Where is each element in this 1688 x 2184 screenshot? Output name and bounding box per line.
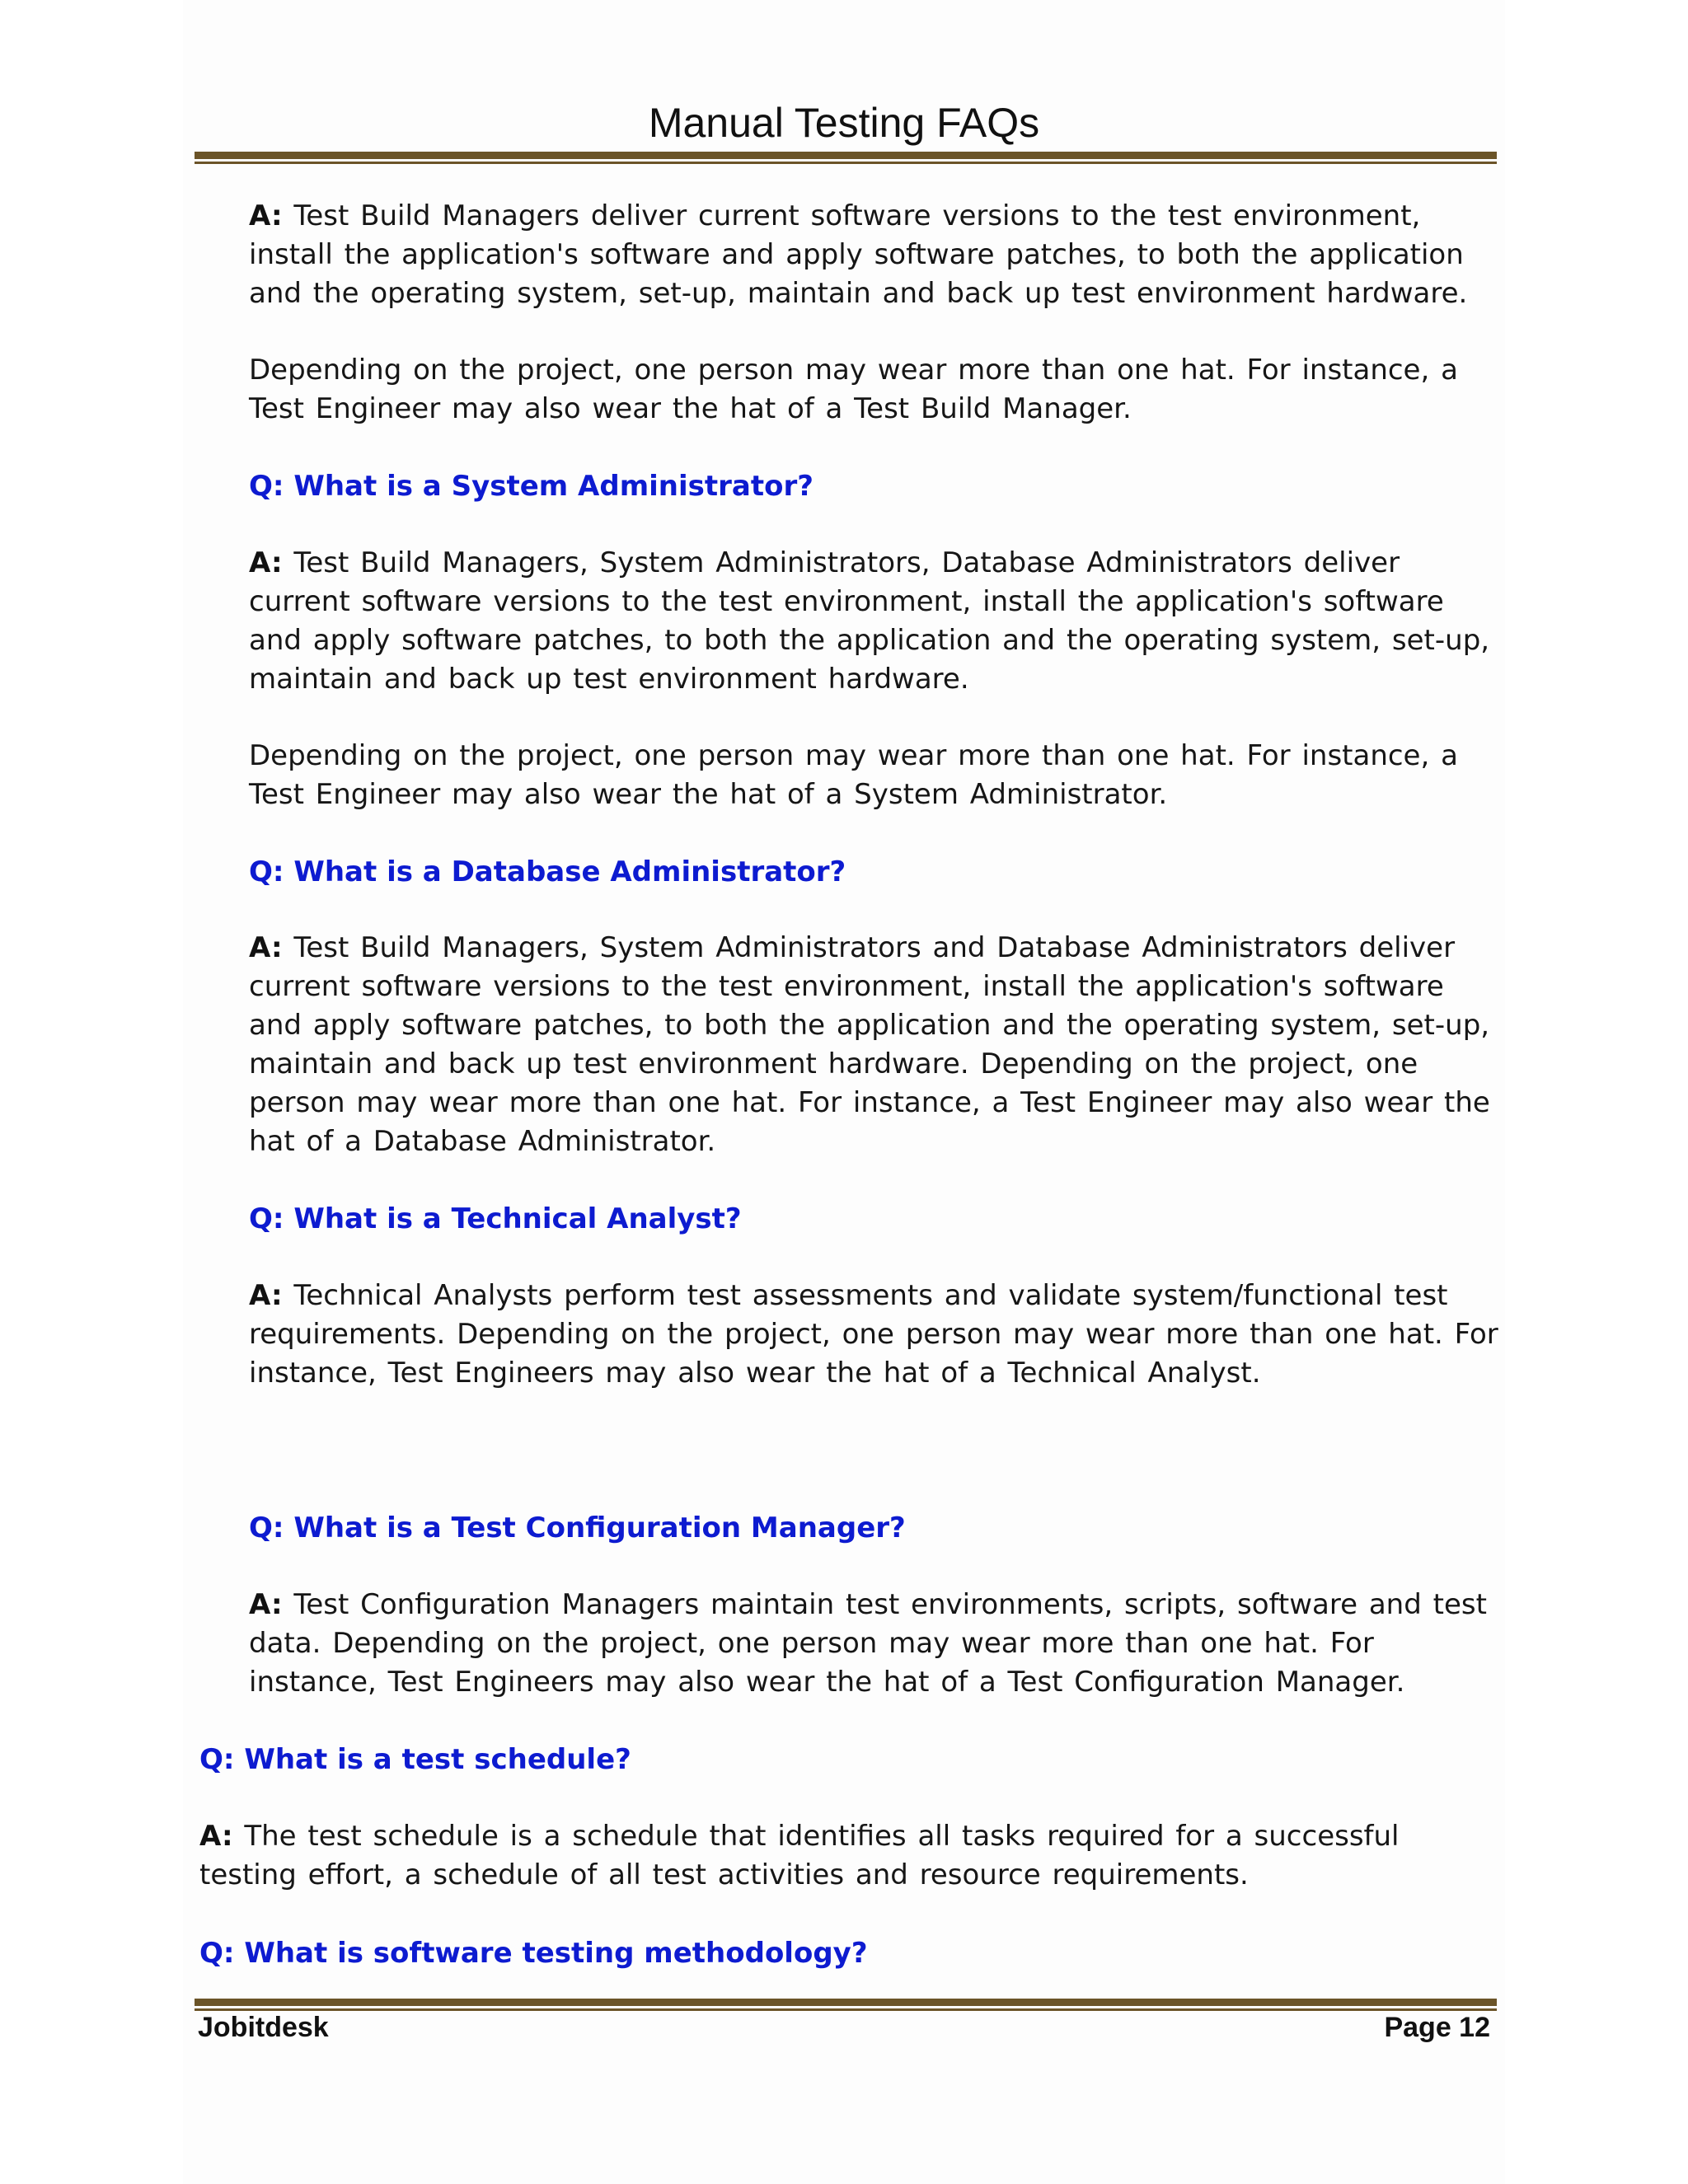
- footer-rule: [195, 1999, 1497, 2011]
- answer-paragraph: [249, 1586, 1502, 1702]
- body-paragraph: Depending on the project, one person may wear more than one hat. For instance, a Test Engineer may also wear the hat of a System Administrator.: [249, 739, 1458, 811]
- answer-text: Technical Analysts perform test assessments and validate system/functional test requirements. Depending on the project, one person may wear more than one hat. For instance, Test Engineers may also wear the hat of a Technical Analyst.: [249, 1279, 1498, 1390]
- page-number: Page 12: [1384, 2012, 1490, 2043]
- answer-text: Test Build Managers, System Administrators and Database Administrators deliver current software versions to the test environment, install the application's software and apply software patches, to both the application and the operating system, set-up, maintain and back up test environment hardware. Depending on the project, one person may wear more than one hat. For instance, a Test Engineer may also wear the hat of a Database Administrator.: [249, 931, 1490, 1158]
- answer-text: Test Build Managers deliver current software versions to the test environment, install the application's software and apply software patches, to both the application and the operating system, set-up, maintain and back up test environment hardware.: [249, 199, 1468, 310]
- answer-label: A:: [249, 1279, 283, 1312]
- body-paragraph: Depending on the project, one person may wear more than one hat. For instance, a Test Engineer may also wear the hat of a Test Build Manager.: [249, 354, 1458, 425]
- answer-paragraph: [249, 1277, 1502, 1393]
- header-rule: [195, 152, 1497, 164]
- page-title: Manual Testing FAQs: [648, 100, 1040, 146]
- answer-label: A:: [249, 1588, 283, 1621]
- answer-label: A:: [199, 1820, 233, 1853]
- question-heading: Q: What is a Test Configuration Manager?: [249, 1511, 906, 1544]
- answer-text: The test schedule is a schedule that identifies all tasks required for a successful testing effort, a schedule of all test activities and resource requirements.: [199, 1820, 1400, 1891]
- answer-text: Test Configuration Managers maintain test environments, scripts, software and test data. Depending on the project, one person may wear more than one hat. For instance, Test Engineers may also wear the hat of a Test Configuration Manager.: [249, 1588, 1487, 1699]
- question-heading: Q: What is a System Administrator?: [249, 470, 814, 503]
- footer-brand: Jobitdesk: [198, 2012, 329, 2043]
- question-heading: Q: What is software testing methodology?: [199, 1937, 868, 1970]
- answer-paragraph: [249, 197, 1502, 313]
- answer-paragraph: [249, 929, 1502, 1161]
- question-heading: Q: What is a Technical Analyst?: [249, 1202, 742, 1235]
- answer-label: A:: [249, 199, 283, 232]
- answer-text: Test Build Managers, System Administrators, Database Administrators deliver current software versions to the test environment, install the application's software and apply software patches, to both the application and the operating system, set-up, maintain and back up test environment hardware.: [249, 546, 1490, 696]
- answer-paragraph: [199, 1817, 1502, 1895]
- answer-paragraph: [249, 544, 1502, 699]
- answer-label: A:: [249, 546, 283, 579]
- question-heading: Q: What is a Database Administrator?: [249, 855, 846, 888]
- question-heading: Q: What is a test schedule?: [199, 1743, 631, 1776]
- answer-label: A:: [249, 931, 283, 964]
